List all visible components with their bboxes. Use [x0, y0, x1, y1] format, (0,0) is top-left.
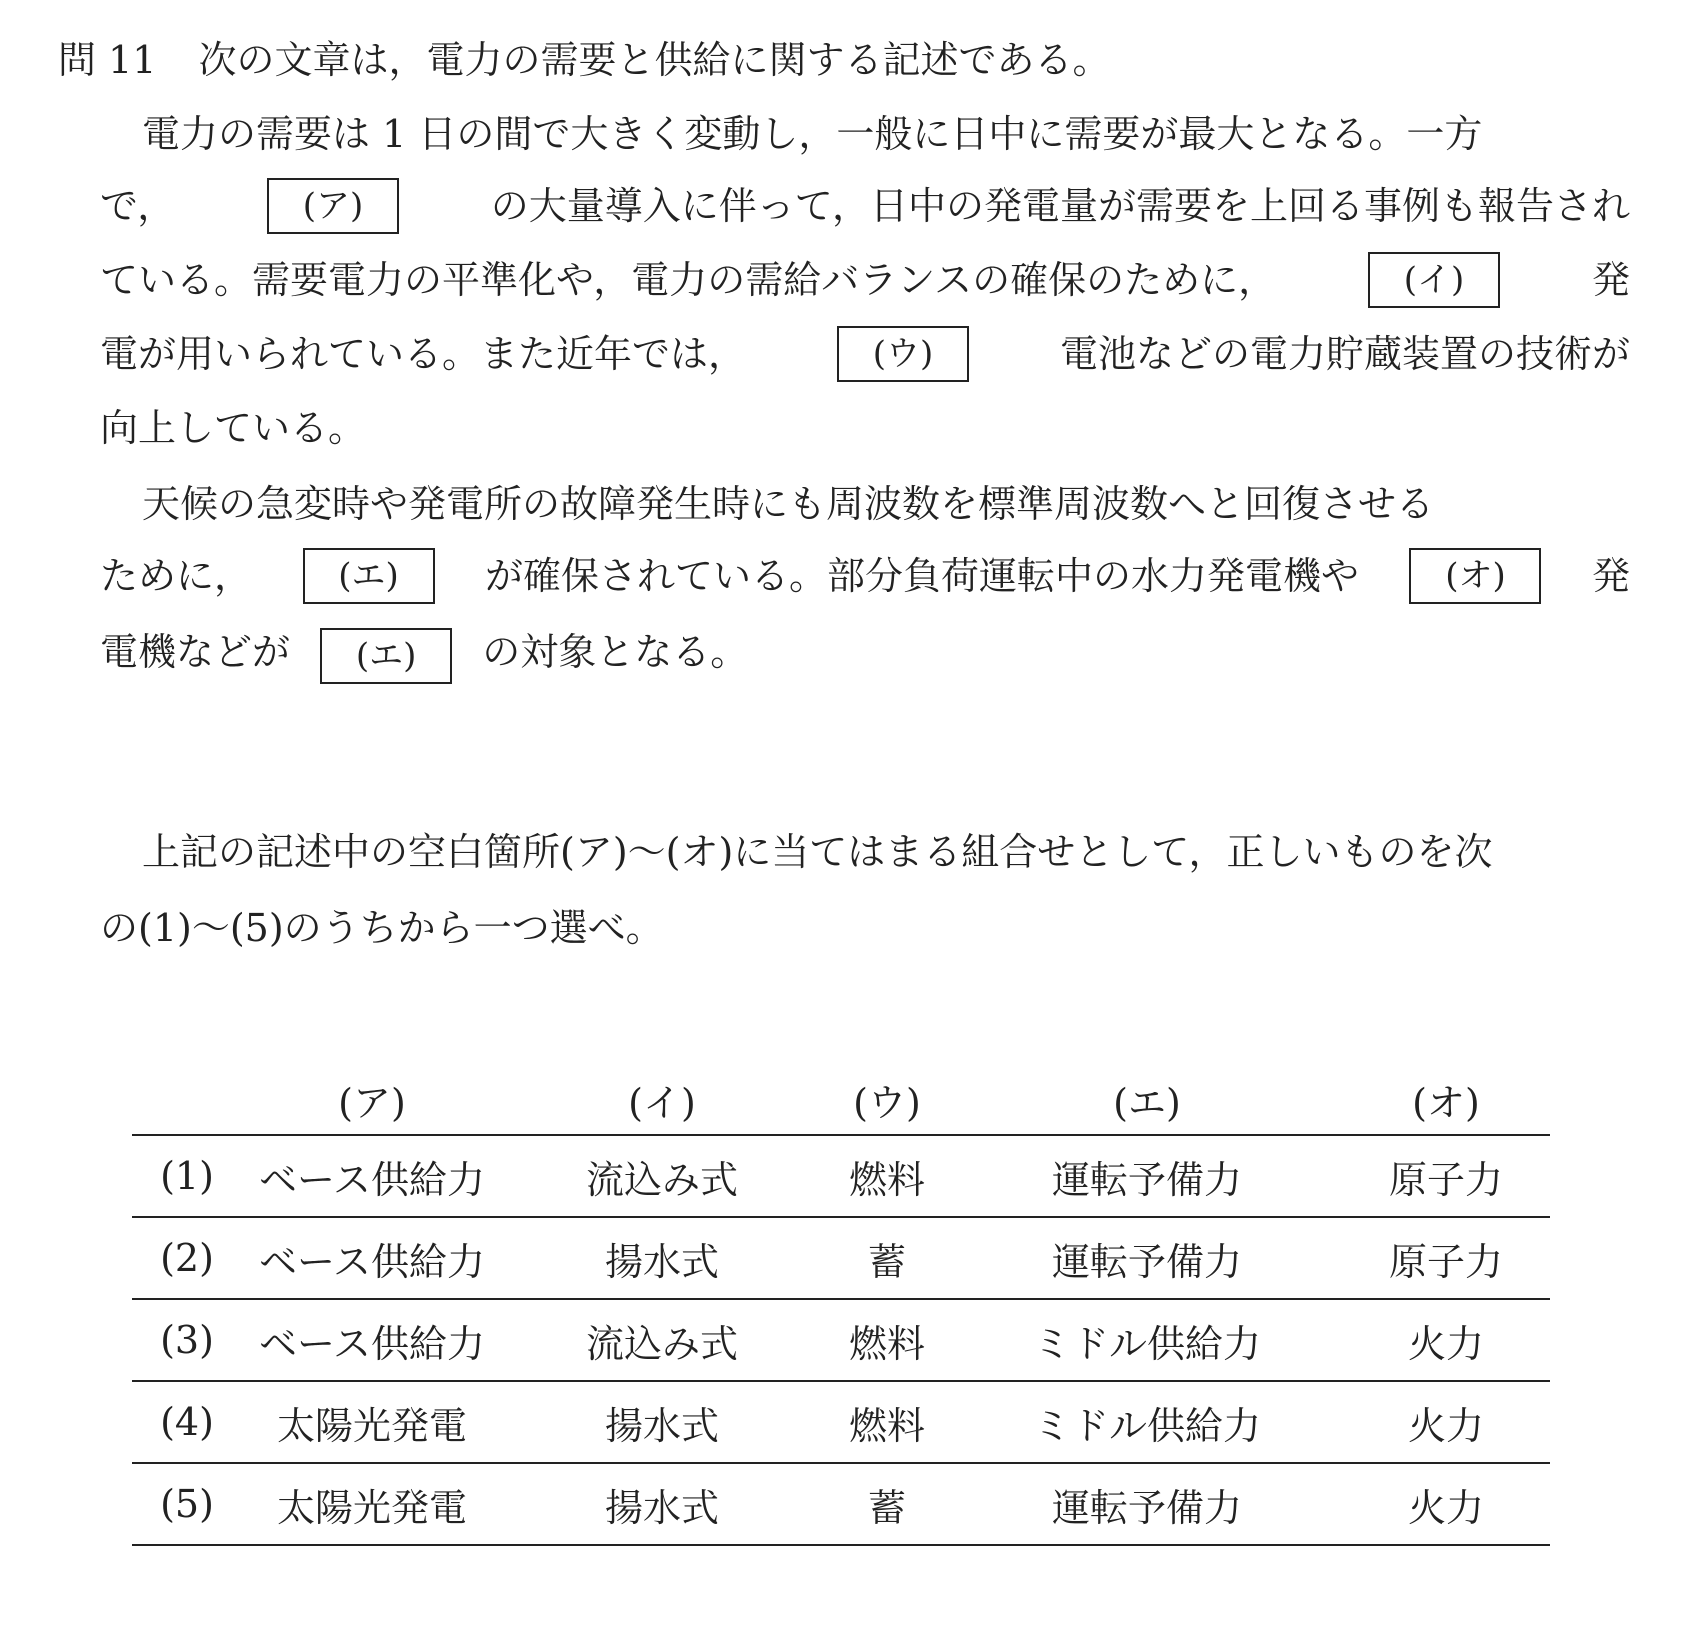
paragraph1-line2-text-b: の大量導入に伴って，日中の発電量が需要を上回る事例も報告され [490, 184, 1630, 228]
paragraph1-line4-text-b: 電池などの電力貯蔵装置の技術が [1059, 332, 1630, 376]
table-header-row [132, 1072, 1550, 1135]
choice-number: (2) [132, 1217, 242, 1299]
table-cell: 揚水式 [502, 1217, 822, 1299]
blank-box-e-2: (エ) [320, 628, 452, 684]
answer-table [132, 1072, 1550, 1546]
paragraph1-line1: 電力の需要は 1 日の間で大きく変動し，一般に日中に需要が最大となる。一方 [142, 112, 1483, 156]
table-cell: 火力 [1342, 1381, 1550, 1463]
blank-box-o: (オ) [1409, 548, 1541, 604]
instruction-line1: 上記の記述中の空白箇所(ア)～(オ)に当てはまる組合せとして，正しいものを次 [142, 830, 1493, 874]
table-row [132, 1463, 1550, 1545]
paragraph1-line2 [100, 176, 1630, 236]
table-cell: 流込み式 [502, 1299, 822, 1381]
table-cell: 太陽光発電 [242, 1463, 502, 1545]
table-cell: 火力 [1342, 1463, 1550, 1545]
paragraph1-line3-text-b: 発 [1591, 258, 1630, 302]
table-row [132, 1299, 1550, 1381]
paragraph1-line2-text-a: で， [100, 184, 176, 228]
question-heading [58, 30, 1110, 90]
table-row [132, 1135, 1550, 1217]
table-cell: 蓄 [822, 1463, 952, 1545]
table-cell: 原子力 [1342, 1217, 1550, 1299]
paragraph1-line4-text-a: 電が用いられている。また近年では， [100, 332, 747, 376]
paragraph2-line2-text-c: 発 [1591, 554, 1630, 598]
header-cell: (ウ) [853, 1081, 921, 1125]
instruction-line2: の(1)～(5)のうちから一つ選べ。 [100, 906, 664, 950]
paragraph1-line3 [100, 250, 1630, 310]
paragraph2-line1: 天候の急変時や発電所の故障発生時にも周波数を標準周波数へと回復させる [142, 482, 1435, 526]
blank-box-e: (エ) [303, 548, 435, 604]
table-cell: ミドル供給力 [952, 1381, 1342, 1463]
table-cell: 揚水式 [502, 1381, 822, 1463]
paragraph1-line3-text-a: ている。需要電力の平準化や，電力の需給バランスの確保のために， [100, 258, 1277, 302]
table-cell: 流込み式 [502, 1135, 822, 1217]
table-cell: 燃料 [822, 1381, 952, 1463]
choice-number: (4) [132, 1381, 242, 1463]
blank-box-u: (ウ) [837, 326, 969, 382]
table-cell: ベース供給力 [242, 1299, 502, 1381]
blank-box-a: (ア) [267, 178, 399, 234]
table-cell: 太陽光発電 [242, 1381, 502, 1463]
paragraph2-line3-text-b: の対象となる。 [482, 630, 749, 674]
blank-box-i: (イ) [1368, 252, 1500, 308]
table-cell: ベース供給力 [242, 1135, 502, 1217]
header-cell: (イ) [628, 1081, 696, 1125]
table-cell: 運転予備力 [952, 1217, 1342, 1299]
paragraph2-line2 [100, 546, 1630, 606]
paragraph2-line2-text-a: ために， [100, 554, 253, 598]
table-cell: 燃料 [822, 1135, 952, 1217]
choice-number: (3) [132, 1299, 242, 1381]
table-cell: 揚水式 [502, 1463, 822, 1545]
table-cell: 運転予備力 [952, 1135, 1342, 1217]
table-cell: ベース供給力 [242, 1217, 502, 1299]
paragraph2-line2-text-b: が確保されている。部分負荷運転中の水力発電機や [484, 554, 1359, 598]
table-cell: 運転予備力 [952, 1463, 1342, 1545]
question-number: 問 11 [58, 38, 157, 82]
table-cell: ミドル供給力 [952, 1299, 1342, 1381]
choice-number: (1) [132, 1135, 242, 1217]
table-row [132, 1217, 1550, 1299]
header-cell [132, 1072, 242, 1135]
header-cell: (ア) [338, 1081, 406, 1125]
table-cell: 蓄 [822, 1217, 952, 1299]
paragraph1-line5: 向上している。 [100, 406, 367, 450]
question-title: 次の文章は，電力の需要と供給に関する記述である。 [198, 38, 1111, 82]
paragraph2-line3 [100, 622, 1630, 684]
table-cell: 燃料 [822, 1299, 952, 1381]
choice-number: (5) [132, 1463, 242, 1545]
paragraph2-line3-text-a: 電機などが [100, 630, 291, 674]
header-cell: (エ) [1113, 1081, 1181, 1125]
paragraph1-line4 [100, 324, 1630, 384]
table-cell: 火力 [1342, 1299, 1550, 1381]
table-cell: 原子力 [1342, 1135, 1550, 1217]
table-row [132, 1381, 1550, 1463]
header-cell: (オ) [1412, 1081, 1480, 1125]
